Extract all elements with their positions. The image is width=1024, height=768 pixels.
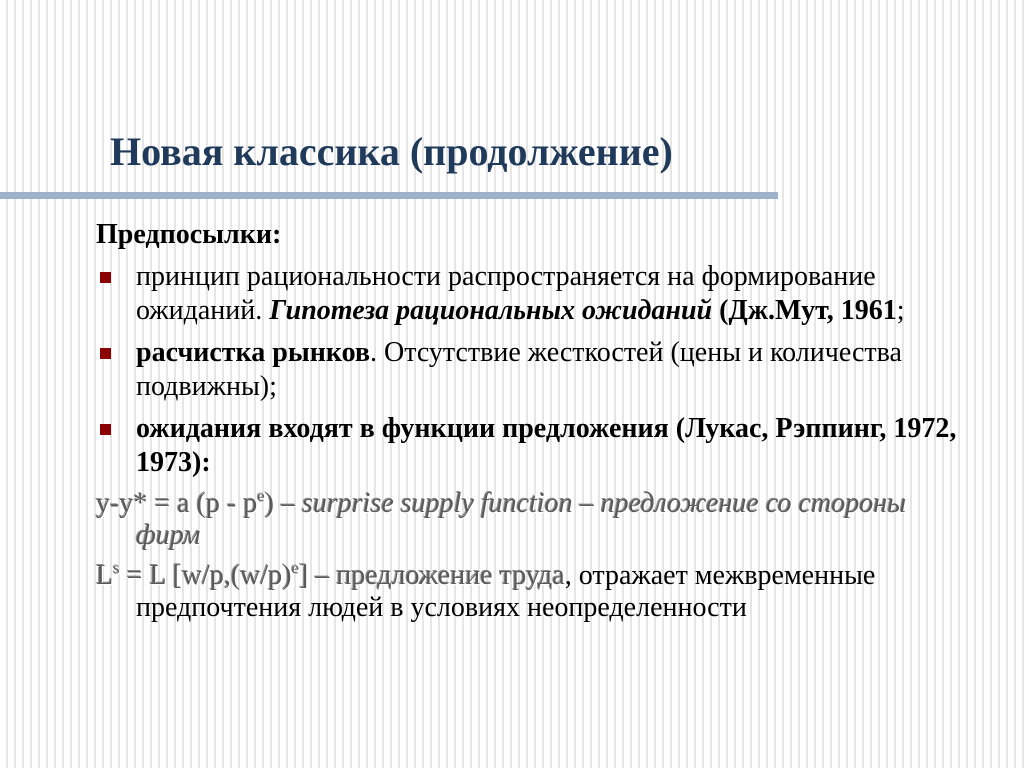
equation-description: – surprise supply function – предложение со стороны фирм: [136, 488, 907, 551]
bullet-emphasis: Гипотеза рациональных ожиданий: [269, 295, 713, 326]
labor-supply-equation: [96, 560, 976, 624]
bullet-item-market-clearing: [96, 336, 976, 404]
bullet-bold: расчистка рынков: [136, 337, 371, 368]
bullet-citation: (Дж.Мут, 1961: [719, 295, 897, 326]
slide-content: [96, 212, 976, 624]
title-underline: [0, 192, 778, 199]
supply-equation: y-y* = a $(p - p^e)$ – surprise supply function – предложение со стороны фирм: [96, 486, 907, 551]
bullet-bold: ожидания входят в функции предложения (Лукас, Рэппинг, 1972, 1973):: [136, 413, 957, 478]
slide-title: Новая классика (продолжение): [110, 129, 673, 174]
bullet-item-expectations: [96, 412, 976, 480]
labor-equation-formula: $L^s = L$ $[w/p,(w/p)^e]$ – предложение труда: [96, 558, 565, 591]
bullet-text: . Отсутствие жесткостей (цены и количества подвижны);: [136, 337, 902, 402]
section-heading: Предпосылки:: [96, 219, 282, 250]
bullet-item-rationality: принцип рациональности распространяется на формирование ожиданий. Гипотеза рациональных ожиданий (Дж.Мут, 1961;: [96, 260, 976, 328]
equation-lhs: y-y* = a (p - p: [96, 488, 258, 519]
bullet-text: принцип рациональности распространяется на формирование ожиданий.: [136, 261, 876, 326]
equation-superscript: e: [257, 486, 265, 506]
labor-equation-description: , отражает межвременные предпочтения людей в условиях неопределенности: [136, 560, 876, 623]
